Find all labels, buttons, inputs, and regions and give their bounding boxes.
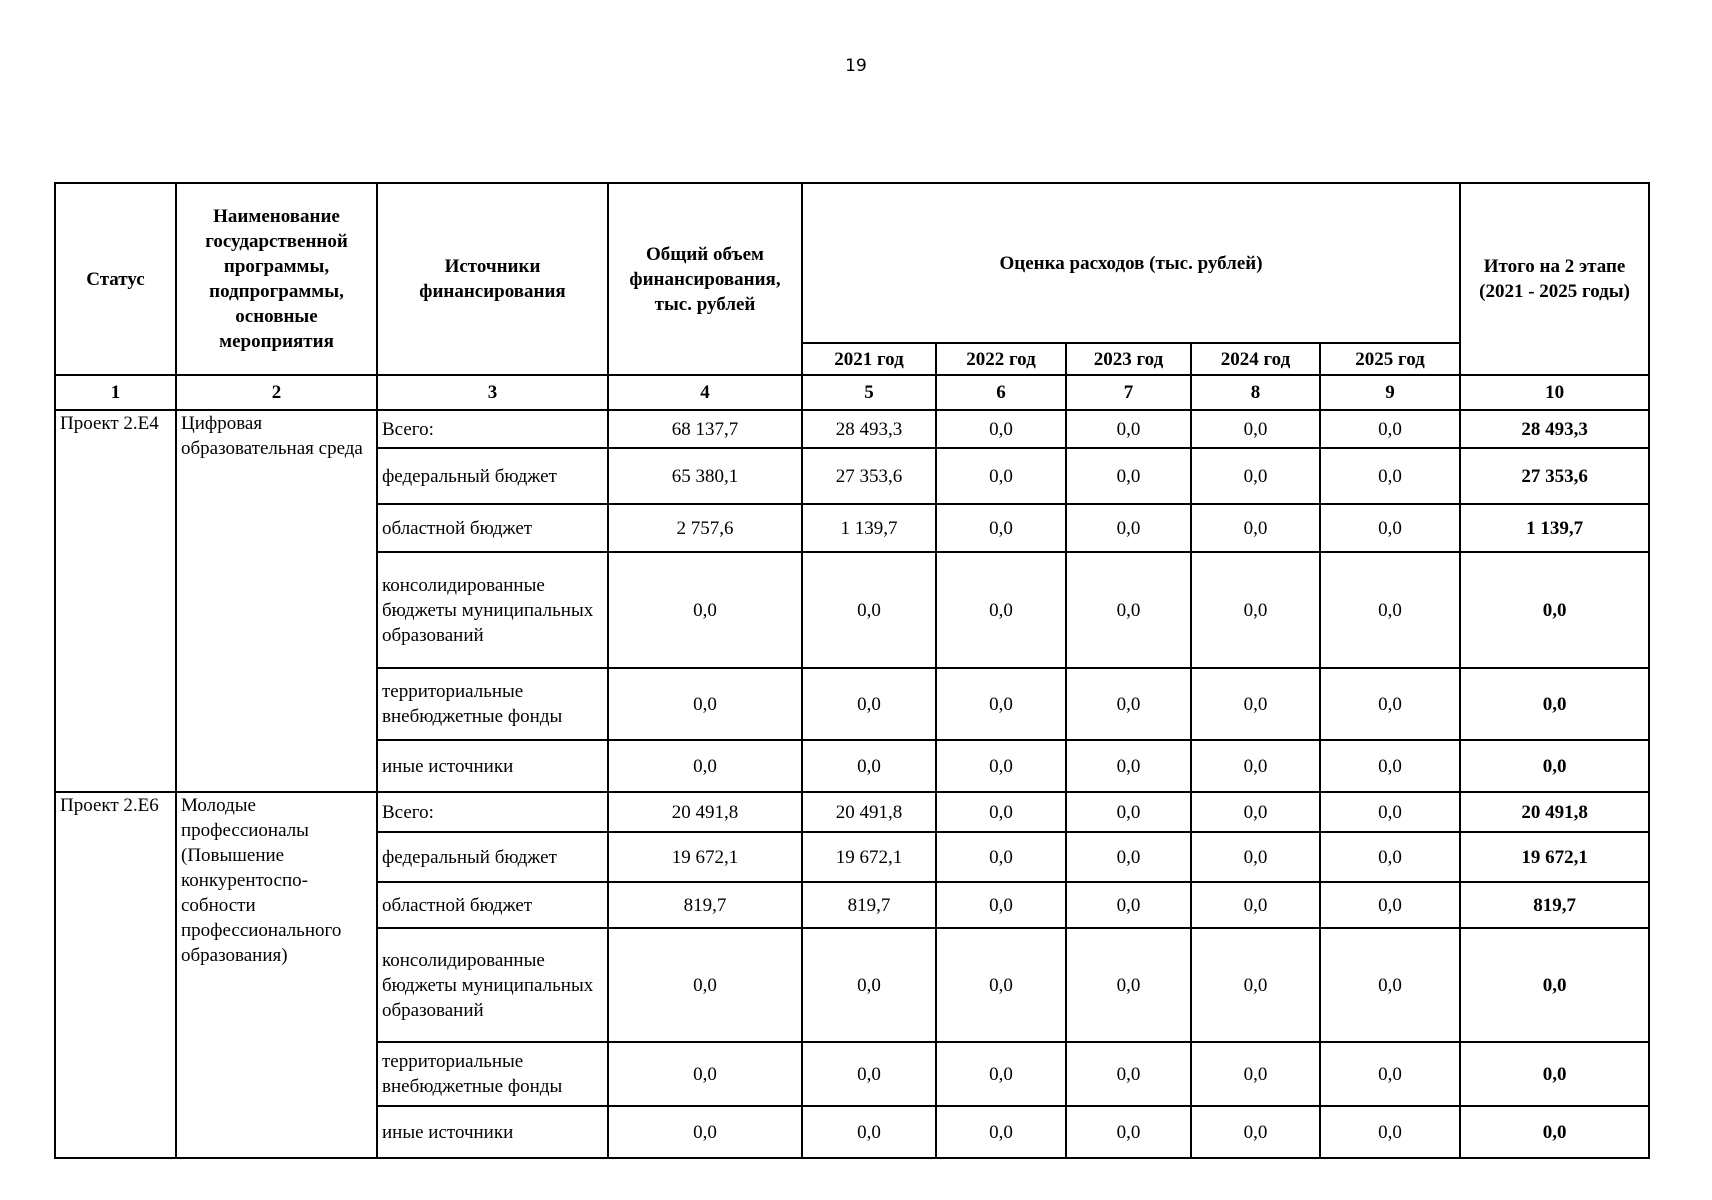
- header-funding-source: Источники финансирования: [377, 183, 608, 375]
- header-year: 2023 год: [1066, 343, 1191, 375]
- funding-source: иные источники: [377, 1106, 608, 1158]
- year-value: 0,0: [1066, 1106, 1191, 1158]
- total-volume: 68 137,7: [608, 410, 802, 448]
- year-value: 0,0: [1066, 1042, 1191, 1106]
- column-number: 6: [936, 375, 1066, 410]
- funding-source: областной бюджет: [377, 504, 608, 552]
- funding-source: консолидированные бюджеты муниципальных образований: [377, 928, 608, 1042]
- year-value: 0,0: [1191, 928, 1320, 1042]
- year-value: 0,0: [1191, 668, 1320, 740]
- year-value: 0,0: [802, 1042, 936, 1106]
- stage-total: 0,0: [1460, 668, 1649, 740]
- year-value: 0,0: [1066, 668, 1191, 740]
- column-number: 1: [55, 375, 176, 410]
- year-value: 0,0: [1320, 552, 1460, 668]
- funding-source: территориальные внебюджетные фонды: [377, 1042, 608, 1106]
- funding-source: консолидированные бюджеты муниципальных образований: [377, 552, 608, 668]
- total-volume: 0,0: [608, 928, 802, 1042]
- year-value: 0,0: [1191, 792, 1320, 832]
- stage-total: 19 672,1: [1460, 832, 1649, 882]
- column-number: 9: [1320, 375, 1460, 410]
- header-year: 2022 год: [936, 343, 1066, 375]
- total-volume: 0,0: [608, 740, 802, 792]
- total-volume: 2 757,6: [608, 504, 802, 552]
- total-volume: 65 380,1: [608, 448, 802, 504]
- total-volume: 0,0: [608, 1042, 802, 1106]
- year-value: 0,0: [802, 928, 936, 1042]
- year-value: 0,0: [1066, 448, 1191, 504]
- column-number: 7: [1066, 375, 1191, 410]
- year-value: 0,0: [1320, 1042, 1460, 1106]
- funding-source: Всего:: [377, 410, 608, 448]
- year-value: 0,0: [802, 740, 936, 792]
- header-total-volume: Общий объем финансирования, тыс. рублей: [608, 183, 802, 375]
- year-value: 0,0: [1066, 552, 1191, 668]
- stage-total: 0,0: [1460, 552, 1649, 668]
- project-status: Проект 2.Е6: [55, 792, 176, 1158]
- year-value: 0,0: [1066, 832, 1191, 882]
- funding-source: иные источники: [377, 740, 608, 792]
- column-number: 3: [377, 375, 608, 410]
- year-value: 0,0: [1320, 410, 1460, 448]
- year-value: 0,0: [936, 448, 1066, 504]
- year-value: 0,0: [1191, 1042, 1320, 1106]
- year-value: 0,0: [936, 792, 1066, 832]
- year-value: 0,0: [1066, 792, 1191, 832]
- stage-total: 28 493,3: [1460, 410, 1649, 448]
- year-value: 0,0: [1066, 740, 1191, 792]
- year-value: 0,0: [936, 1042, 1066, 1106]
- header-year: 2021 год: [802, 343, 936, 375]
- header-year: 2024 год: [1191, 343, 1320, 375]
- year-value: 0,0: [936, 832, 1066, 882]
- year-value: 0,0: [936, 928, 1066, 1042]
- column-number: 10: [1460, 375, 1649, 410]
- stage-total: 0,0: [1460, 740, 1649, 792]
- year-value: 0,0: [936, 668, 1066, 740]
- year-value: 0,0: [936, 504, 1066, 552]
- year-value: 0,0: [1191, 504, 1320, 552]
- project-status: Проект 2.Е4: [55, 410, 176, 792]
- year-value: 0,0: [1320, 792, 1460, 832]
- column-number-row: [55, 375, 1649, 410]
- year-value: 0,0: [1066, 504, 1191, 552]
- year-value: 20 491,8: [802, 792, 936, 832]
- year-value: 0,0: [1191, 882, 1320, 928]
- year-value: 0,0: [1191, 740, 1320, 792]
- total-volume: 20 491,8: [608, 792, 802, 832]
- year-value: 0,0: [1191, 410, 1320, 448]
- header-program-name: Наименование государственной программы, подпрограммы, основные мероприятия: [176, 183, 377, 375]
- year-value: 28 493,3: [802, 410, 936, 448]
- year-value: 0,0: [936, 410, 1066, 448]
- stage-total: 1 139,7: [1460, 504, 1649, 552]
- total-volume: 819,7: [608, 882, 802, 928]
- year-value: 0,0: [1191, 832, 1320, 882]
- column-number: 8: [1191, 375, 1320, 410]
- funding-table: [54, 182, 1650, 1159]
- column-number: 4: [608, 375, 802, 410]
- project-name: Молодые профессионалы (Повышение конкурентоспо-собности профессионального образования): [176, 792, 377, 1158]
- year-value: 0,0: [1320, 1106, 1460, 1158]
- year-value: 0,0: [802, 1106, 936, 1158]
- stage-total: 0,0: [1460, 1042, 1649, 1106]
- year-value: 0,0: [802, 668, 936, 740]
- year-value: 0,0: [936, 882, 1066, 928]
- header-stage-total: Итого на 2 этапе (2021 - 2025 годы): [1460, 183, 1649, 375]
- year-value: 0,0: [936, 1106, 1066, 1158]
- total-volume: 0,0: [608, 552, 802, 668]
- year-value: 0,0: [1191, 552, 1320, 668]
- year-value: 0,0: [1320, 668, 1460, 740]
- stage-total: 819,7: [1460, 882, 1649, 928]
- year-value: 0,0: [802, 552, 936, 668]
- year-value: 27 353,6: [802, 448, 936, 504]
- page-number: 19: [845, 56, 867, 76]
- year-value: 0,0: [1320, 740, 1460, 792]
- stage-total: 0,0: [1460, 1106, 1649, 1158]
- year-value: 0,0: [1320, 882, 1460, 928]
- total-volume: 19 672,1: [608, 832, 802, 882]
- year-value: 1 139,7: [802, 504, 936, 552]
- header-year: 2025 год: [1320, 343, 1460, 375]
- year-value: 0,0: [1320, 504, 1460, 552]
- year-value: 0,0: [1191, 1106, 1320, 1158]
- stage-total: 27 353,6: [1460, 448, 1649, 504]
- year-value: 0,0: [936, 740, 1066, 792]
- year-value: 0,0: [1191, 448, 1320, 504]
- year-value: 0,0: [1320, 928, 1460, 1042]
- year-value: 0,0: [1066, 410, 1191, 448]
- year-value: 0,0: [936, 552, 1066, 668]
- year-value: 819,7: [802, 882, 936, 928]
- funding-source: федеральный бюджет: [377, 448, 608, 504]
- table-row: [55, 792, 1649, 832]
- header-status: Статус: [55, 183, 176, 375]
- year-value: 0,0: [1066, 882, 1191, 928]
- stage-total: 0,0: [1460, 928, 1649, 1042]
- year-value: 0,0: [1320, 448, 1460, 504]
- funding-source: областной бюджет: [377, 882, 608, 928]
- year-value: 0,0: [1066, 928, 1191, 1042]
- column-number: 2: [176, 375, 377, 410]
- header-expense-estimate: Оценка расходов (тыс. рублей): [802, 183, 1460, 343]
- funding-source: федеральный бюджет: [377, 832, 608, 882]
- column-number: 5: [802, 375, 936, 410]
- total-volume: 0,0: [608, 1106, 802, 1158]
- table-row: [55, 410, 1649, 448]
- funding-source: Всего:: [377, 792, 608, 832]
- stage-total: 20 491,8: [1460, 792, 1649, 832]
- project-name: Цифровая образовательная среда: [176, 410, 377, 792]
- funding-source: территориальные внебюджетные фонды: [377, 668, 608, 740]
- year-value: 0,0: [1320, 832, 1460, 882]
- total-volume: 0,0: [608, 668, 802, 740]
- year-value: 19 672,1: [802, 832, 936, 882]
